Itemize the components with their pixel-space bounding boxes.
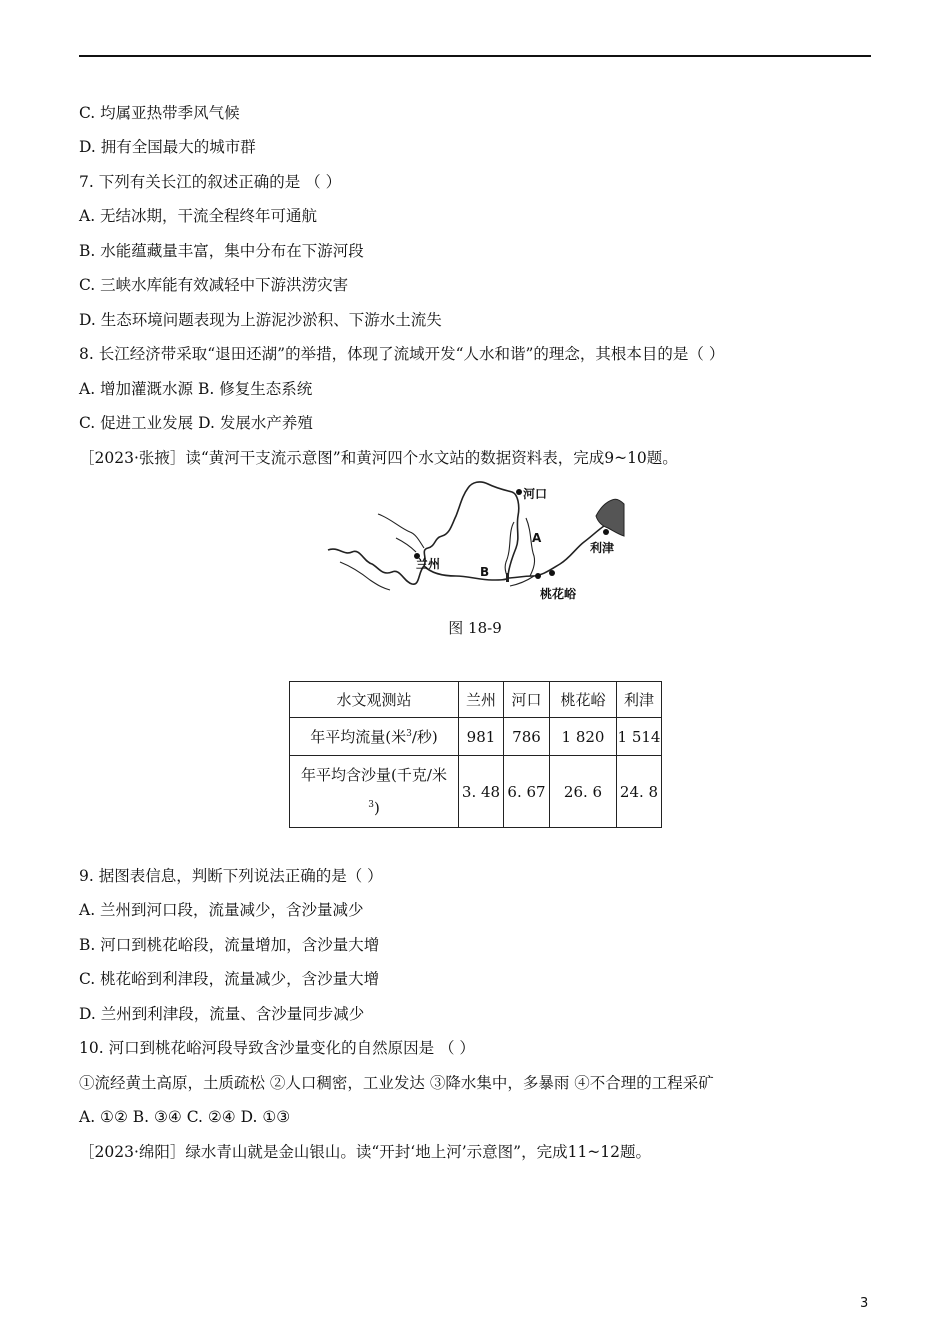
intro-q9-10: ［2023·张掖］读“黄河干支流示意图”和黄河四个水文站的数据资料表，完成9~10题。 <box>79 449 678 467</box>
table-row <box>290 756 662 828</box>
table-cell: 3. 48 <box>459 756 504 828</box>
table-cell: 24. 8 <box>617 756 662 828</box>
table-cell: 桃花峪 <box>550 682 617 718</box>
table-header-row <box>290 682 662 718</box>
label-lanzhou: 兰州 <box>416 557 441 571</box>
option-c-q7: C. 三峡水库能有效减轻中下游洪涝灾害 <box>79 276 349 294</box>
table-cell: 786 <box>504 718 550 756</box>
label-taohuayu: 桃花峪 <box>540 587 577 601</box>
option-a-q7: A. 无结冰期，干流全程终年可通航 <box>79 207 318 225</box>
table-cell: 1 820 <box>550 718 617 756</box>
option-b-q7: B. 水能蕴藏量丰富，集中分布在下游河段 <box>79 242 364 260</box>
option-c-q6: C. 均属亚热带季风气候 <box>79 104 240 122</box>
option-c-q9: C. 桃花峪到利津段，流量减少，含沙量大增 <box>79 970 380 988</box>
label-hekou: 河口 <box>523 487 548 501</box>
option-b-q9: B. 河口到桃花峪段，流量增加，含沙量大增 <box>79 936 380 954</box>
option-d-q9: D. 兰州到利津段，流量、含沙量同步减少 <box>79 1005 365 1023</box>
table-cell: 水文观测站 <box>290 682 459 718</box>
question-7: 7. 下列有关长江的叙述正确的是 （ ） <box>79 173 342 191</box>
question-8: 8. 长江经济带采取“退田还湖”的举措，体现了流域开发“人水和谐”的理念，其根本目的是（ ） <box>79 345 725 363</box>
option-a-q9: A. 兰州到河口段，流量减少，含沙量减少 <box>79 901 364 919</box>
yellow-river-map <box>320 472 630 607</box>
table-cell: 981 <box>459 718 504 756</box>
header-rule <box>79 55 871 57</box>
question-10: 10. 河口到桃花峪河段导致含沙量变化的自然原因是 （ ） <box>79 1039 475 1057</box>
intro-q11-12: ［2023·绵阳］绿水青山就是金山银山。读“开封‘地上河’示意图”，完成11~12题。 <box>79 1143 652 1161</box>
row-label-sediment: 年平均含沙量(千克/米 $^3$) <box>290 756 459 828</box>
options-cd-q8: C. 促进工业发展 D. 发展水产养殖 <box>79 414 313 432</box>
label-a: A <box>532 531 542 545</box>
option-d-q7: D. 生态环境问题表现为上游泥沙淤积、下游水土流失 <box>79 311 442 329</box>
table-row <box>290 718 662 756</box>
table-cell: 利津 <box>617 682 662 718</box>
label-lijin: 利津 <box>590 541 615 555</box>
hydrology-table <box>289 681 662 828</box>
table-cell: 1 514 <box>617 718 662 756</box>
table-cell: 26. 6 <box>550 756 617 828</box>
options-q10: A. ①② B. ③④ C. ②④ D. ①③ <box>79 1108 291 1126</box>
option-d-q6: D. 拥有全国最大的城市群 <box>79 138 256 156</box>
table-cell: 兰州 <box>459 682 504 718</box>
table-cell: 6. 67 <box>504 756 550 828</box>
table-cell: 河口 <box>504 682 550 718</box>
row-label-flow: 年平均流量(米$^3$/秒) <box>290 718 459 756</box>
figure-caption: 图 18-9 <box>448 619 502 637</box>
options-ab-q8: A. 增加灌溉水源 B. 修复生态系统 <box>79 380 313 398</box>
label-b: B <box>480 565 490 579</box>
page-number: 3 <box>860 1296 869 1311</box>
question-9: 9. 据图表信息，判断下列说法正确的是（ ） <box>79 867 383 885</box>
statements-q10: ①流经黄土高原，土质疏松 ②人口稠密，工业发达 ③降水集中，多暴雨 ④不合理的工程采矿 <box>79 1074 714 1092</box>
